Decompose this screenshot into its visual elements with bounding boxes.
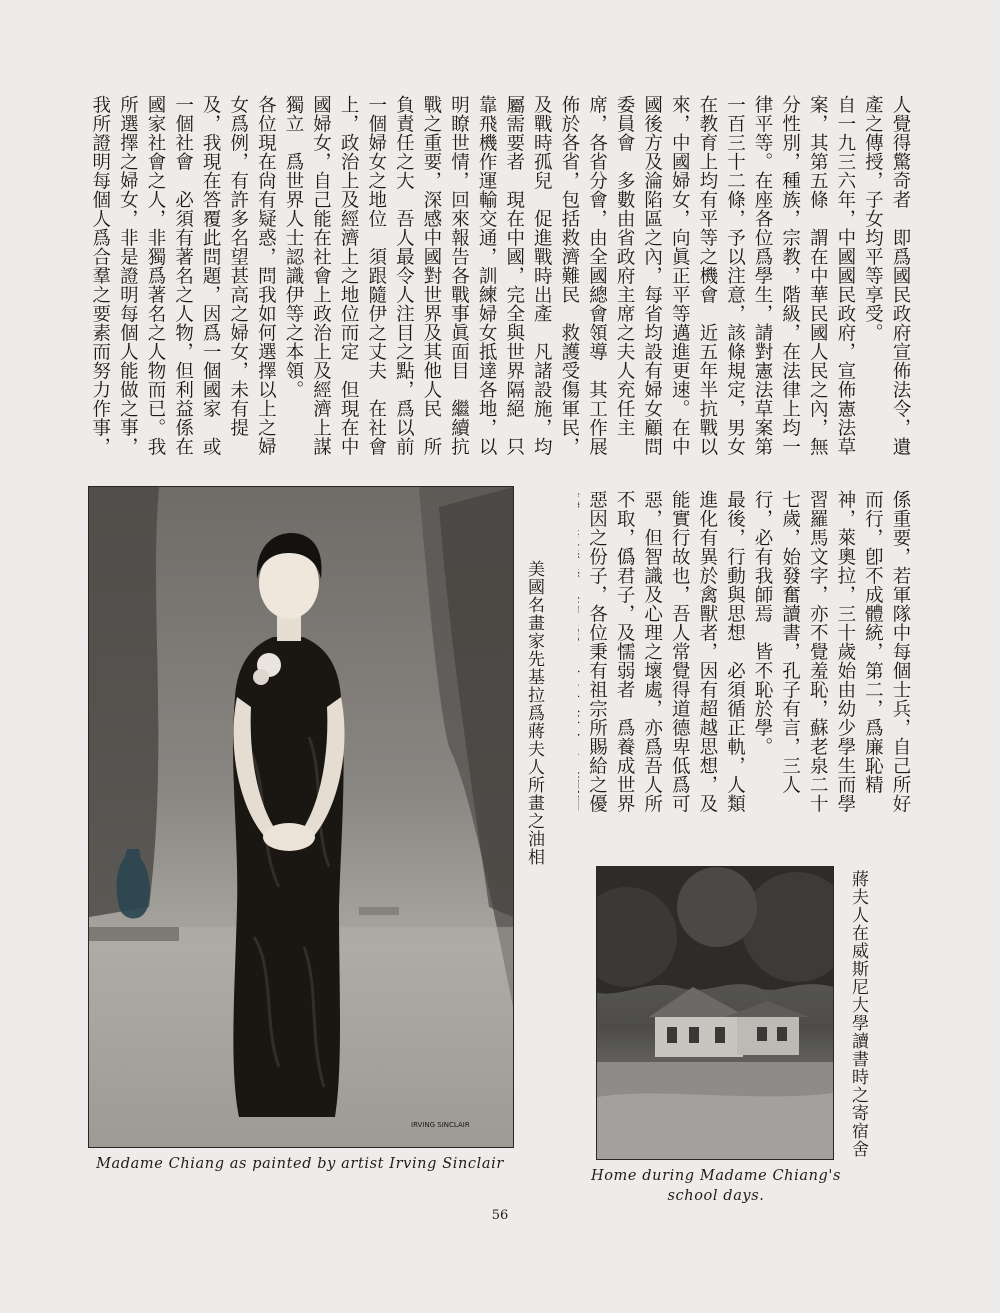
home-photograph — [596, 866, 834, 1160]
portrait-caption-chinese: 美國名畫家先基拉爲蔣夫人所畫之油相 — [524, 560, 544, 866]
portrait-caption-english: Madame Chiang as painted by artist Irving Sinclair — [96, 1156, 504, 1172]
main-article-text — [86, 95, 914, 473]
right-column-text — [578, 490, 914, 830]
paragraph: 係重要，若軍隊中每個士兵，自己所好而行，卽不成體統，第二，爲廉恥精神，萊奧拉，三十歲始由幼少學生而學習羅馬文字，亦不覺羞恥，蘇老泉二十七歲，始發奮讀書，孔子有言，三人行，必有我師焉 皆不恥於學。 — [752, 490, 911, 813]
home-caption-line: school days. — [667, 1188, 765, 1204]
home-caption-chinese: 蔣夫人在威斯尼大學讀書時之寄宿舍 — [848, 870, 868, 1158]
portrait-painting — [88, 486, 514, 1148]
home-image — [597, 867, 833, 1159]
paragraph: 各位現在尙有疑惑，問我如何選擇以上之婦女爲例，有許多名望甚高之婦女，未有提及，我現在答覆此問題，因爲一個國家 或一個社會 必須有著名之人物，但利益係在國家社會之人，非獨爲著名之人物而已。我所選擇之婦女，非是證明每個人能做之事，我所證明每個人爲合羣之要素而努力作事， — [89, 95, 277, 456]
painting-signature: IRVING SINCLAIR — [411, 1121, 470, 1129]
home-caption-english — [590, 1166, 842, 1206]
paragraph: 人覺得驚奇者 即爲國民政府宣佈法令，遺產之傳授，子女均平等享受。 — [862, 95, 911, 456]
portrait-image — [89, 487, 513, 1147]
paragraph: 最後，行動與思想 必須循正軌，人類進化有異於禽獸者，因有超越思想，及能實行故也，吾人常覺得道德卑低爲可惡，但智識及心理之壞處，亦爲吾人所不取，僞君子，及懦弱者 爲養成世界惡因之份子，各位秉有祖宗所賜給之優 — [586, 490, 746, 813]
paragraph: 自一九三六年，中國國民政府，宣佈憲法草案，其第五條 謂在中華民國人民之內，無分性別，種族，宗教，階級，在法律上均一律平等。在座各位爲學生，請對憲法草案第一百三十二條，予以注意，該條規定，男女在教育上均有平等之機會 近五年半抗戰以來，中國婦女，向眞正平等邁進更速。在中國後方及淪陷區之內，每省均設有婦女顧問委員會 多數由省政府主席之夫人充任主席，各省分會，由全國總會領導 其工作展佈於各省，包括救濟難民 救護受傷軍民，及戰時孤兒 促進戰時出產 凡諸設施，均屬需要者 現在中國，完全與世界隔絕 只靠飛機作運輸交通，訓練婦女抵達各地，以明瞭世情，回來報告各戰事眞面目 繼續抗戰之重要，深感中國對世界及其他人民 所負責任之大 吾人最令人注目之點，爲以前一個婦女之地位 須跟隨伊之丈夫 在社會上，政治上及經濟上之地位而定 但現在中國婦女，自己能在社會上政治上及經濟上謀獨立 爲世界人士認識伊等之本領。 — [282, 95, 856, 456]
page-number: 56 — [491, 1208, 509, 1223]
home-caption-line: Home during Madame Chiang's — [590, 1168, 842, 1184]
